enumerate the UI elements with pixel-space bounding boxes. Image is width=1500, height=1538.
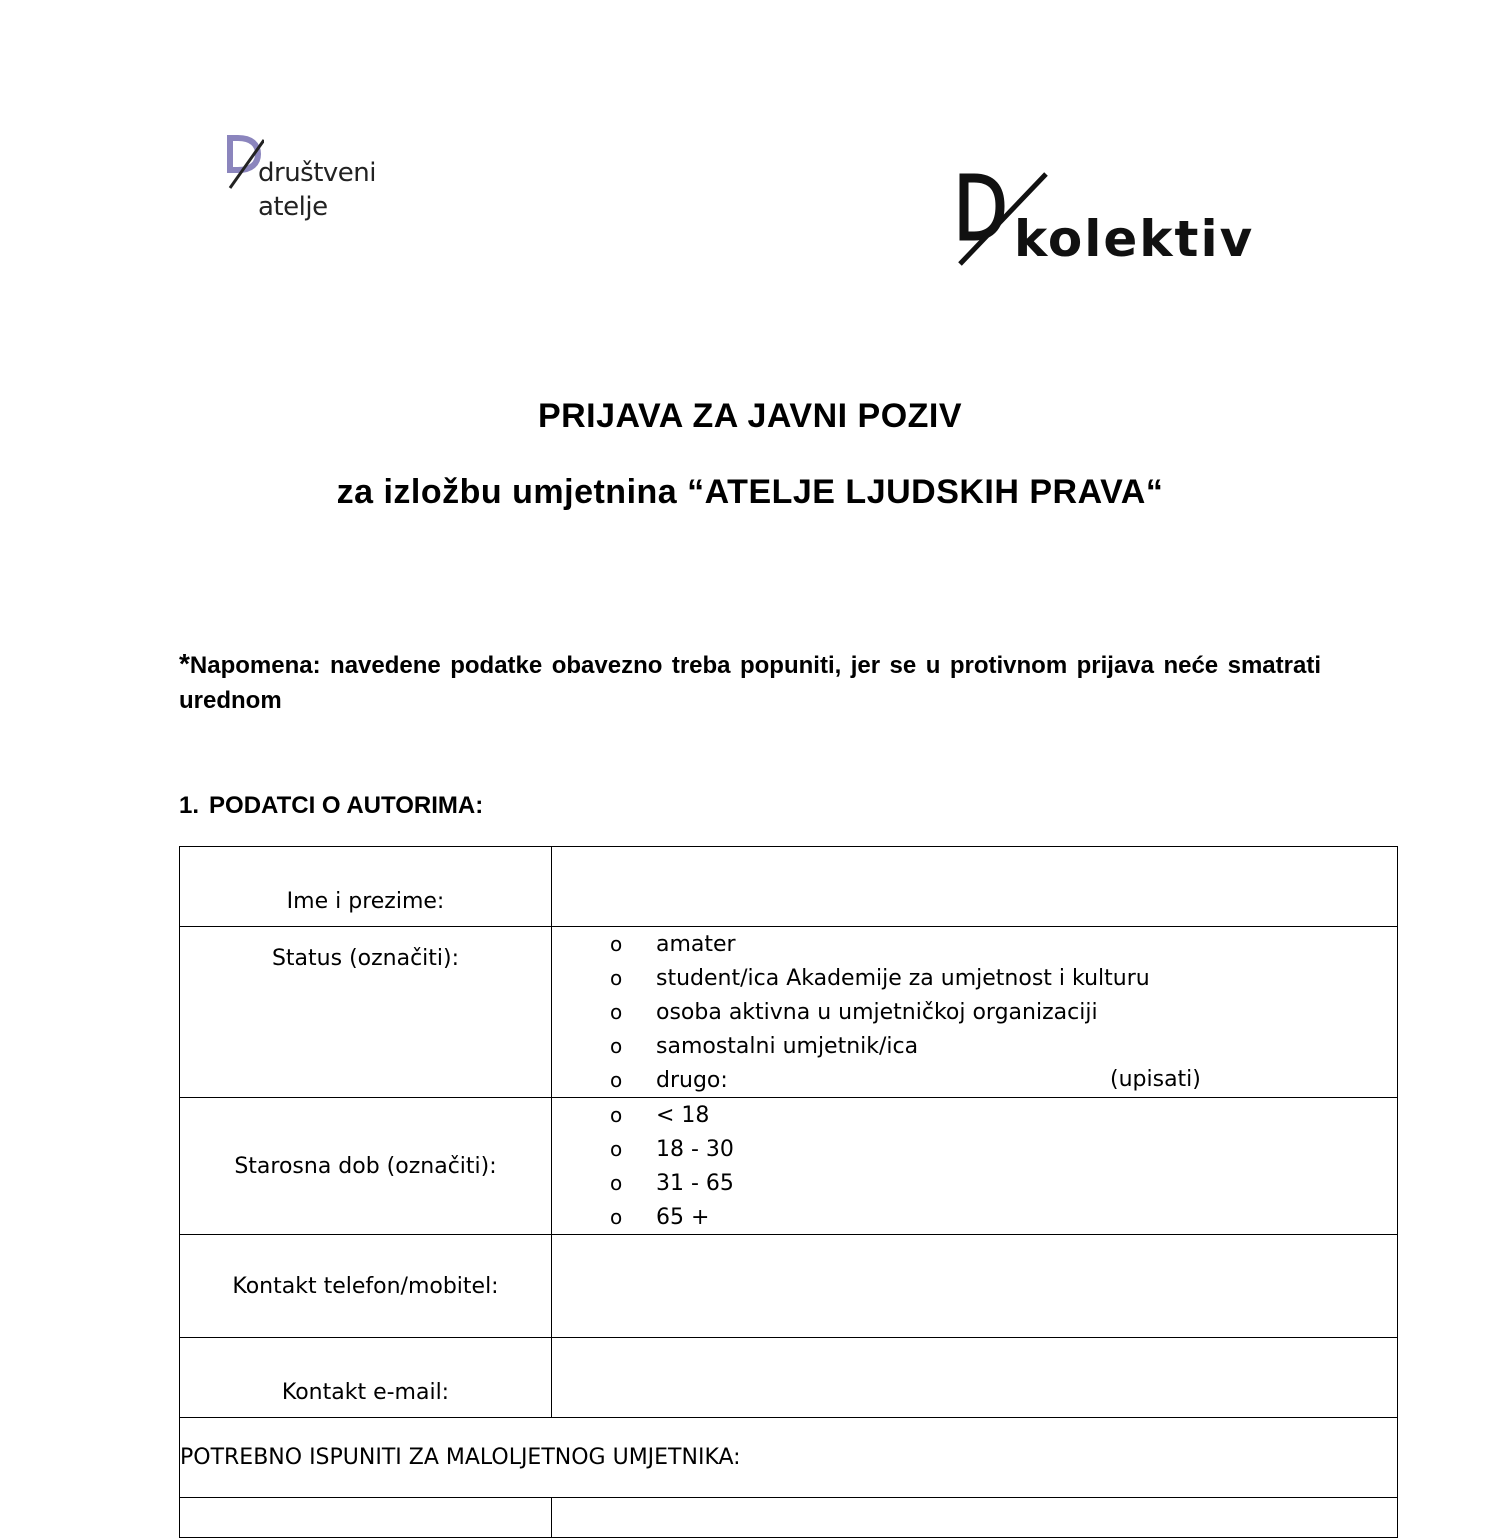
- minor-next-field[interactable]: [552, 1498, 1398, 1538]
- status-option-label: student/ica Akademije za umjetnost i kulturu: [656, 966, 1150, 991]
- section-heading: [179, 792, 483, 820]
- status-option-label: osoba aktivna u umjetničkoj organizaciji: [656, 1000, 1098, 1025]
- status-label-text: Status (označiti):: [271, 946, 460, 971]
- age-options: [552, 1098, 1397, 1234]
- status-option-label: drugo:: [656, 1068, 728, 1093]
- note-text: Napomena: navedene podatke obavezno treba popuniti, jer se u protivnom prijava neće smatrati urednom: [179, 652, 1321, 714]
- page-title: PRIJAVA ZA JAVNI POZIV: [537, 397, 963, 435]
- status-option-label: samostalni umjetnik/ica: [656, 1034, 919, 1059]
- age-option-65-plus[interactable]: [610, 1200, 1397, 1234]
- age-option-31-65[interactable]: [610, 1166, 1397, 1200]
- status-options: [552, 927, 1397, 1097]
- radio-circle-icon: o: [610, 1171, 623, 1195]
- status-label: [180, 927, 552, 1098]
- table-row-status: [180, 927, 1398, 1098]
- status-option-independent[interactable]: [610, 1029, 1397, 1063]
- table-row-minor-next: [180, 1498, 1398, 1538]
- radio-circle-icon: o: [610, 966, 623, 990]
- radio-circle-icon: o: [610, 1137, 623, 1161]
- logo-left-line1: društveni: [258, 158, 376, 188]
- age-option-label: < 18: [656, 1103, 710, 1128]
- table-row-phone: [180, 1235, 1398, 1338]
- age-option-label: 65 +: [656, 1205, 710, 1230]
- status-other-hint: (upisati): [1110, 1067, 1201, 1092]
- radio-circle-icon: o: [610, 1000, 623, 1024]
- section-number: 1.: [179, 792, 200, 819]
- table-row-email: [180, 1338, 1398, 1418]
- minor-heading: POTREBNO ISPUNITI ZA MALOLJETNOG UMJETNIKA:: [180, 1418, 1398, 1498]
- status-option-amater[interactable]: [610, 927, 1397, 961]
- email-field[interactable]: [552, 1338, 1398, 1418]
- minor-next-label: [180, 1498, 552, 1538]
- radio-circle-icon: o: [610, 932, 623, 956]
- age-option-18-30[interactable]: [610, 1132, 1397, 1166]
- logo-right-word: kolektiv: [1014, 210, 1255, 268]
- email-label: Kontakt e-mail:: [180, 1338, 552, 1418]
- status-option-label: amater: [656, 932, 736, 957]
- logo-drustveni-atelje: [224, 134, 394, 234]
- radio-circle-icon: o: [610, 1068, 623, 1092]
- logo-kolektiv: [956, 170, 1276, 270]
- table-row-minor-heading: [180, 1418, 1398, 1498]
- note: [179, 646, 1321, 718]
- age-option-under-18[interactable]: [610, 1098, 1397, 1132]
- radio-circle-icon: o: [610, 1034, 623, 1058]
- status-option-organization[interactable]: [610, 995, 1397, 1029]
- radio-circle-icon: o: [610, 1205, 623, 1229]
- section-title: PODATCI O AUTORIMA:: [209, 792, 484, 819]
- logo-left-line2: atelje: [258, 192, 328, 222]
- age-options-cell: [552, 1098, 1398, 1235]
- note-star: *: [179, 648, 190, 679]
- status-options-cell: [552, 927, 1398, 1098]
- page-subtitle: za izložbu umjetnina “ATELJE LJUDSKIH PRAVA“: [336, 473, 1164, 511]
- age-label: Starosna dob (označiti):: [180, 1098, 552, 1235]
- table-row-name: [180, 847, 1398, 927]
- status-option-other[interactable]: [610, 1063, 1397, 1097]
- name-label: Ime i prezime:: [180, 847, 552, 927]
- age-option-label: 18 - 30: [656, 1137, 734, 1162]
- phone-field[interactable]: [552, 1235, 1398, 1338]
- author-data-table: [179, 846, 1398, 1538]
- status-option-student[interactable]: [610, 961, 1397, 995]
- radio-circle-icon: o: [610, 1103, 623, 1127]
- phone-label: Kontakt telefon/mobitel:: [180, 1235, 552, 1338]
- name-field[interactable]: [552, 847, 1398, 927]
- table-row-age: [180, 1098, 1398, 1235]
- age-option-label: 31 - 65: [656, 1171, 734, 1196]
